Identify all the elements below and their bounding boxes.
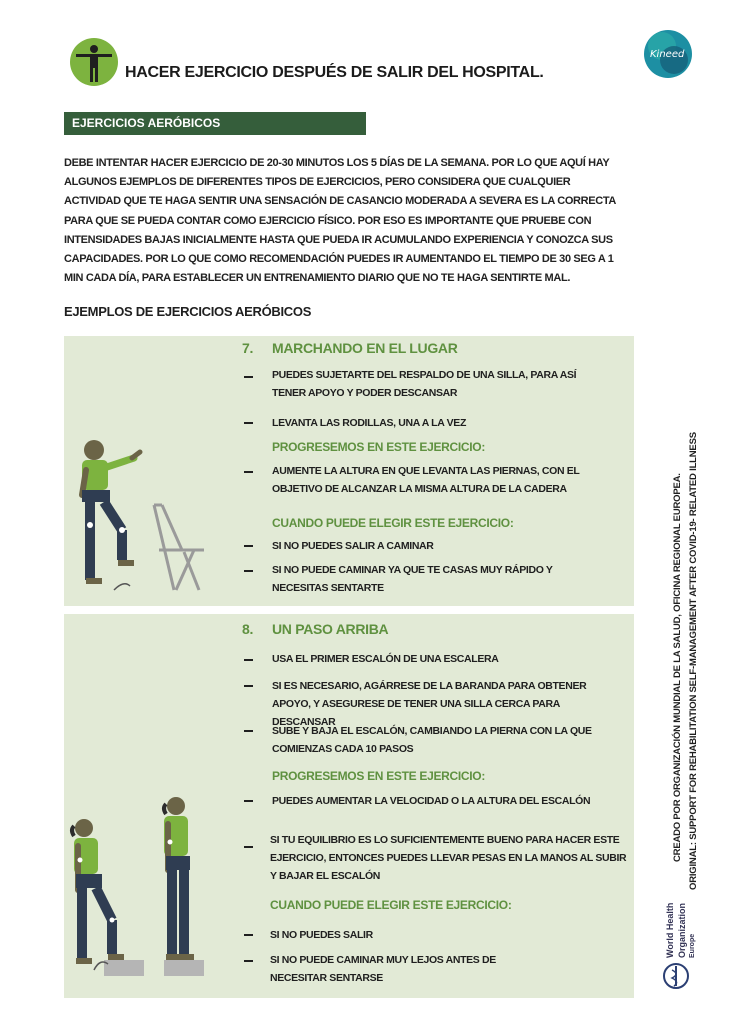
brand-name: Kineed bbox=[650, 49, 685, 60]
exercise-7-step-2: LEVANTA LAS RODILLAS, UNA A LA VEZ bbox=[272, 417, 467, 429]
bullet-dash bbox=[244, 960, 253, 962]
exercise-8-step-3: SUBE Y BAJA EL ESCALÓN, CAMBIANDO LA PIERNA CON LA QUE COMIENZAS CADA 10 PASOS bbox=[272, 725, 592, 755]
exercise-7-step-1: PUEDES SUJETARTE DEL RESPALDO DE UNA SILLA, PARA ASÍ TENER APOYO Y PODER DESCANSAR bbox=[272, 369, 577, 399]
bullet-dash bbox=[244, 934, 253, 936]
exercise-8-step-2: SI ES NECESARIO, AGÁRRESE DE LA BARANDA PARA OBTENER APOYO, Y ASEGURESE DE TENER UNA SILLA CERCA PARA DESCANSAR bbox=[272, 680, 587, 728]
exercise-7-when-heading: CUANDO PUEDE ELEGIR ESTE EJERCICIO: bbox=[272, 516, 514, 530]
intro-paragraph: DEBE INTENTAR HACER EJERCICIO DE 20-30 MINUTOS LOS 5 DÍAS DE LA SEMANA. POR LO QUE AQUÍ HAY ALGUNOS EJEMPLOS DE DIFERENTES TIPOS DE EJERCICIOS, PERO CONSIDERA QUE CUALQUIER ACTIVIDAD QUE TE HAGA SENTIR UNA SENSACIÓN DE CASANCIO MODERADA A SEVERA ES LA CORRECTA PARA QUE SE PUEDA CONTAR COMO EJERCICIO FÍSICO. POR ESO ES IMPORTANTE QUE PRUEBE CON INTENSIDADES BAJAS INICIALMENTE HASTA QUE PUEDA IR ACUMULANDO EXPERIENCIA Y CONOZCA SUS CAPACIDADES. POR LO QUE COMO RECOMENDACIÓN PUEDES IR AUMENTANDO EL TIEMPO DE 30 SEG A 1 MIN CADA DÍA, PARA ESTABLECER UN ENTRENAMIENTO DIARIO QUE NO TE HAGA SENTIRTE MAL. bbox=[64, 157, 616, 285]
examples-heading: EJEMPLOS DE EJERCICIOS AERÓBICOS bbox=[64, 304, 312, 319]
step-up-illustration bbox=[64, 790, 224, 990]
who-text-line-3: Europe bbox=[689, 933, 696, 958]
marching-person-illustration bbox=[64, 440, 224, 600]
exercise-7-progress-1: AUMENTE LA ALTURA EN QUE LEVANTA LAS PIERNAS, CON EL OBJETIVO DE ALCANZAR LA MISMA ALTURA DE LA CADERA bbox=[272, 465, 580, 495]
bullet-dash bbox=[244, 545, 253, 547]
bullet-dash bbox=[244, 471, 253, 473]
exercise-7-when-2: SI NO PUEDE CAMINAR YA QUE TE CASAS MUY RÁPIDO Y NECESITAS SENTARTE bbox=[272, 564, 553, 594]
who-emblem-icon bbox=[662, 962, 690, 990]
exercise-8-step-1: USA EL PRIMER ESCALÓN DE UNA ESCALERA bbox=[272, 653, 499, 665]
exercise-7-number: 7. bbox=[242, 340, 254, 356]
bullet-dash bbox=[244, 800, 253, 802]
exercise-8-number: 8. bbox=[242, 621, 254, 637]
bullet-dash bbox=[244, 422, 253, 424]
exercise-7-progress-heading: PROGRESEMOS EN ESTE EJERCICIO: bbox=[272, 440, 486, 454]
exercise-8-title: UN PASO ARRIBA bbox=[272, 621, 389, 637]
person-logo-icon bbox=[70, 38, 118, 86]
bullet-dash bbox=[244, 730, 253, 732]
bullet-dash bbox=[244, 570, 253, 572]
exercise-8-when-heading: CUANDO PUEDE ELEGIR ESTE EJERCICIO: bbox=[270, 898, 512, 912]
credit-line-1: CREADO POR ORGANIZACIÓN MUNDIAL DE LA SALUD, OFICINA REGIONAL EUROPEA. bbox=[672, 473, 683, 862]
exercise-8-progress-2: SI TU EQUILIBRIO ES LO SUFICIENTEMENTE BUENO PARA HACER ESTE EJERCICIO, ENTONCES PUEDES LLEVAR PESAS EN LA MANOS AL SUBIR Y BAJAR EL ESCALÓN bbox=[270, 834, 627, 882]
page-title: HACER EJERCICIO DESPUÉS DE SALIR DEL HOSPITAL. bbox=[125, 64, 544, 81]
exercise-8-progress-heading: PROGRESEMOS EN ESTE EJERCICIO: bbox=[272, 769, 486, 783]
who-text-line-1: World Health bbox=[665, 902, 675, 958]
bullet-dash bbox=[244, 376, 253, 378]
exercise-7-title: MARCHANDO EN EL LUGAR bbox=[272, 340, 458, 356]
credit-line-2: ORIGINAL: SUPPORT FOR REHABILITATION SELF-MANAGEMENT AFTER COVID-19- RELATED ILLNESS bbox=[688, 432, 699, 890]
bullet-dash bbox=[244, 659, 253, 661]
exercise-8-when-1: SI NO PUEDES SALIR bbox=[270, 929, 373, 941]
bullet-dash bbox=[244, 846, 253, 848]
exercise-7-when-1: SI NO PUEDES SALIR A CAMINAR bbox=[272, 540, 434, 552]
bullet-dash bbox=[244, 685, 253, 687]
exercise-8-progress-1: PUEDES AUMENTAR LA VELOCIDAD O LA ALTURA DEL ESCALÓN bbox=[272, 795, 591, 807]
exercise-8-when-2: SI NO PUEDE CAMINAR MUY LEJOS ANTES DE NECESITAR SENTARSE bbox=[270, 954, 496, 984]
who-text-line-2: Organization bbox=[677, 902, 687, 958]
section-label: EJERCICIOS AERÓBICOS bbox=[72, 116, 221, 130]
